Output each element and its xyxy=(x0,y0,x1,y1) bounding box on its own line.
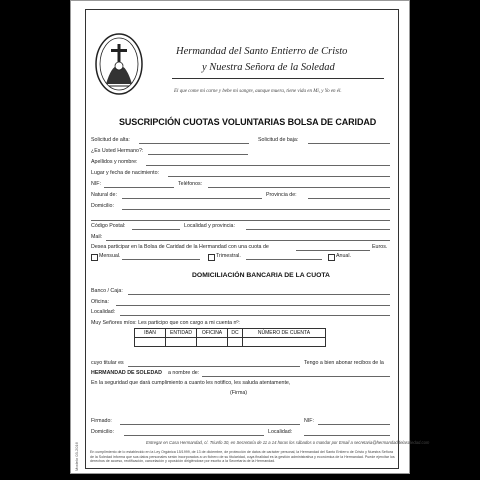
label-anual: Anual. xyxy=(336,253,352,259)
field-domicilio[interactable] xyxy=(122,209,390,210)
checkbox-anual[interactable] xyxy=(328,254,335,261)
checkbox-mensual[interactable] xyxy=(91,254,98,261)
col-oficina: OFICINA xyxy=(197,329,228,338)
field-lugar[interactable] xyxy=(168,176,390,177)
label-cuyo-titular: cuyo titular es xyxy=(91,360,124,366)
legal-notice: En cumplimiento de lo establecido en la Ley Orgánica 15/1999, de 13 de diciembre, de protección de datos de carácter personal, la Hermandad del Santo Entierro de Cristo y Nuestra Señora de la Soledad informa que sus datos personales serán incorporados a un fichero de su titularidad, cuya finalidad es la gestión administrativa y económica de la Hermandad. Puede ejercitar los derechos de acceso, rectificación, cancelación y oposición dirigiéndose por escrito a la Secretaría de la Hermandad. xyxy=(90,450,395,464)
label-provincia: Provincia de: xyxy=(266,192,297,198)
label-oficina: Oficina: xyxy=(91,299,109,305)
brand-line-2: y Nuestra Señora de la Soledad xyxy=(202,62,335,73)
label-euros: Euros. xyxy=(372,244,388,250)
label-trimestral: Trimestral. xyxy=(216,253,241,259)
label-nombre-de: a nombre de: xyxy=(168,370,200,376)
field-codigo-postal[interactable] xyxy=(132,229,180,230)
label-alta: Solicitud de alta: xyxy=(91,137,130,143)
field-domicilio-2[interactable] xyxy=(91,220,390,221)
checkbox-trimestral[interactable] xyxy=(208,254,215,261)
label-mensual: Mensual. xyxy=(99,253,121,259)
brand-line-1: Hermandad del Santo Entierro de Cristo xyxy=(176,46,348,57)
label-hermano: ¿Es Usted Hermano?: xyxy=(91,148,144,154)
cell-oficina[interactable] xyxy=(197,338,228,347)
field-provincia[interactable] xyxy=(308,198,390,199)
line-trimestral xyxy=(246,259,322,260)
form-title: SUSCRIPCIÓN CUOTAS VOLUNTARIAS BOLSA DE CARIDAD xyxy=(119,117,377,127)
label-banco: Banco / Caja: xyxy=(91,288,123,294)
cell-entidad[interactable] xyxy=(166,338,197,347)
label-firma: (Firma) xyxy=(230,390,248,396)
label-domicilio: Domicilio: xyxy=(91,203,114,209)
cell-numero-cuenta[interactable] xyxy=(243,338,326,347)
field-hermano[interactable] xyxy=(148,154,248,155)
delivery-note: Entregar en Casa Hermandad, c/. Triunfo 30, en Secretaría de 11 a 14 horas los sábados o mandar por Email a secretaria@hermandaddelasoledad.com xyxy=(146,440,430,445)
field-banco[interactable] xyxy=(128,294,390,295)
cell-iban[interactable] xyxy=(135,338,166,347)
bank-account-table xyxy=(134,328,326,347)
form-sheet xyxy=(70,0,430,474)
label-mail: Mail: xyxy=(91,234,103,240)
field-titular[interactable] xyxy=(128,366,300,367)
field-nombre-de[interactable] xyxy=(202,376,390,377)
label-tengo: Tengo a bien abonar recibos de la xyxy=(304,360,384,366)
col-iban: IBAN xyxy=(135,329,166,338)
field-localidad-banco[interactable] xyxy=(120,315,390,316)
field-cuota[interactable] xyxy=(296,250,370,251)
col-entidad: ENTIDAD xyxy=(166,329,197,338)
field-natural[interactable] xyxy=(122,198,262,199)
label-localidad-banco: Localidad: xyxy=(91,309,116,315)
label-codigo-postal: Código Postal: xyxy=(91,223,126,229)
label-localidad-footer: Localidad: xyxy=(268,429,293,435)
field-nif[interactable] xyxy=(104,187,174,188)
label-domicilio-footer: Domicilio: xyxy=(91,429,114,435)
label-muy-senores: Muy Señores míos: Les participo que con cargo a mi cuenta nº: xyxy=(91,320,240,326)
field-localidad-footer[interactable] xyxy=(304,435,390,436)
line-mensual xyxy=(122,259,200,260)
label-hermandad-soledad: HERMANDAD DE SOLEDAD xyxy=(91,370,162,376)
label-nif: NIF: xyxy=(91,181,102,187)
label-telefonos: Teléfonos: xyxy=(178,181,203,187)
field-alta[interactable] xyxy=(139,143,249,144)
label-seguridad: En la seguridad que dará cumplimiento a cuanto les notifico, les saluda atentamente, xyxy=(91,380,291,386)
field-mail[interactable] xyxy=(106,240,390,241)
label-lugar: Lugar y fecha de nacimiento: xyxy=(91,170,160,176)
bank-subtitle: DOMICILIACIÓN BANCARIA DE LA CUOTA xyxy=(192,272,330,279)
label-natural: Natural de: xyxy=(91,192,117,198)
model-code: Modelo 03-2016 xyxy=(74,442,79,471)
col-dc: DC xyxy=(228,329,243,338)
label-localidad-provincia: Localidad y provincia: xyxy=(184,223,235,229)
field-telefonos[interactable] xyxy=(208,187,390,188)
field-apellidos[interactable] xyxy=(146,165,390,166)
field-oficina[interactable] xyxy=(116,305,390,306)
label-desea: Desea participar en la Bolsa de Caridad de la Hermandad con una cuota de xyxy=(91,244,269,250)
label-nif-footer: NIF: xyxy=(304,418,315,424)
field-baja[interactable] xyxy=(308,143,390,144)
field-firmado[interactable] xyxy=(120,424,300,425)
col-numero-cuenta: NÚMERO DE CUENTA xyxy=(243,329,326,338)
field-domicilio-footer[interactable] xyxy=(124,435,264,436)
hermandad-crest-icon xyxy=(94,32,144,96)
motto: El que come mi carne y bebe mi sangre, aunque muera, tiene vida en Mí, y Yo en él. xyxy=(174,89,342,94)
header-divider xyxy=(172,78,384,79)
label-baja: Solicitud de baja: xyxy=(258,137,299,143)
label-apellidos: Apellidos y nombre: xyxy=(91,159,138,165)
label-firmado: Firmado: xyxy=(91,418,112,424)
form-border xyxy=(85,9,430,469)
cell-dc[interactable] xyxy=(228,338,243,347)
field-nif-footer[interactable] xyxy=(318,424,390,425)
field-localidad-provincia[interactable] xyxy=(246,229,390,230)
